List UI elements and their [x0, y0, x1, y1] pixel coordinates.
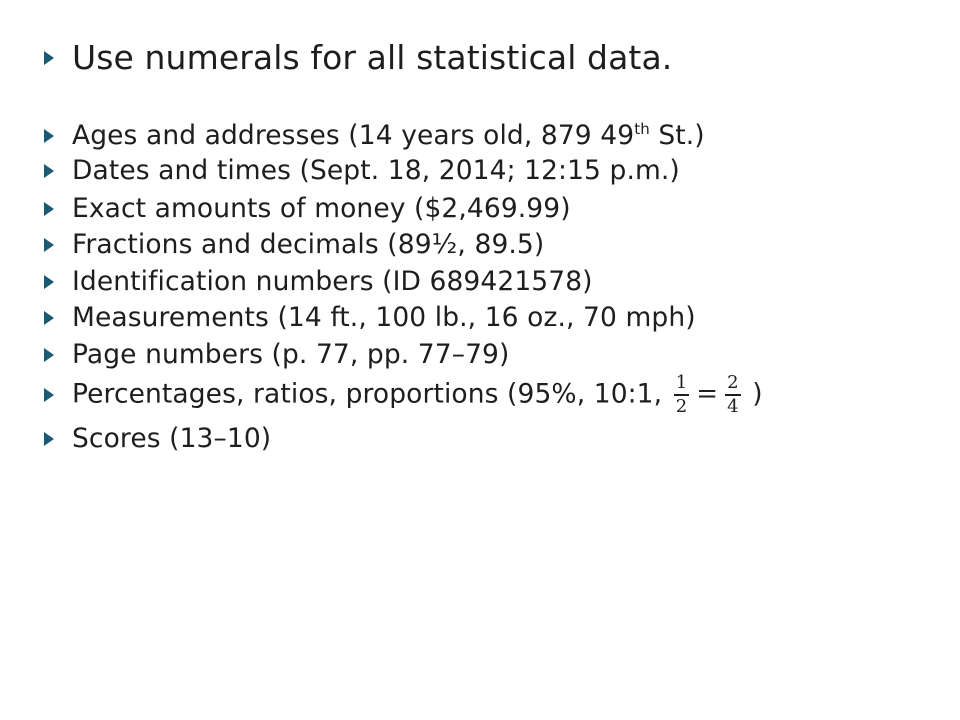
fraction-numerator: 1: [675, 372, 688, 393]
list-item-text: Exact amounts of money ($2,469.99): [72, 193, 571, 224]
list-item-text-main: Ages and addresses (14 years old, 879 49: [72, 120, 635, 151]
triangle-right-icon: [44, 202, 54, 216]
list-item: [44, 229, 544, 260]
list-item: [44, 374, 763, 416]
triangle-right-icon: [44, 51, 54, 65]
fraction-numerator: 2: [727, 372, 739, 393]
fraction-two-fourths: [725, 374, 741, 416]
list-item-text: [72, 374, 763, 416]
list-item: [44, 302, 696, 333]
list-item-text: Identification numbers (ID 689421578): [72, 266, 593, 297]
triangle-right-icon: [44, 164, 54, 178]
triangle-right-icon: [44, 238, 54, 252]
triangle-right-icon: [44, 348, 54, 362]
list-item-text-after: St.): [649, 120, 705, 151]
list-item-text: Measurements (14 ft., 100 lb., 16 oz., 70 mph): [72, 302, 696, 333]
list-item: [44, 266, 593, 297]
fraction-denominator: 2: [675, 395, 688, 417]
list-item: [44, 339, 509, 370]
triangle-right-icon: [44, 275, 54, 289]
list-item-text: [72, 120, 705, 151]
list-item-text: Scores (13–10): [72, 423, 272, 454]
fraction-denominator: 4: [727, 395, 739, 417]
list-item: [44, 423, 271, 454]
list-item: [44, 155, 680, 186]
list-item: [44, 120, 705, 151]
triangle-right-icon: [44, 388, 54, 402]
superscript-suffix: th: [634, 120, 650, 138]
list-item-text: Fractions and decimals (89½, 89.5): [72, 229, 545, 260]
list-item-text-after: ): [743, 378, 763, 410]
list-item-text: Page numbers (p. 77, pp. 77–79): [72, 339, 510, 370]
triangle-right-icon: [44, 129, 54, 143]
list-item-text: Dates and times (Sept. 18, 2014; 12:15 p.m.): [72, 155, 680, 186]
title-row: [44, 38, 672, 77]
slide-title: Use numerals for all statistical data.: [72, 38, 673, 77]
triangle-right-icon: [44, 432, 54, 446]
list-item-text-main: Percentages, ratios, proportions (95%, 10:1,: [72, 378, 671, 410]
fraction-one-half: [674, 374, 690, 416]
equals-sign: =: [696, 379, 719, 410]
list-item: [44, 193, 571, 224]
triangle-right-icon: [44, 311, 54, 325]
